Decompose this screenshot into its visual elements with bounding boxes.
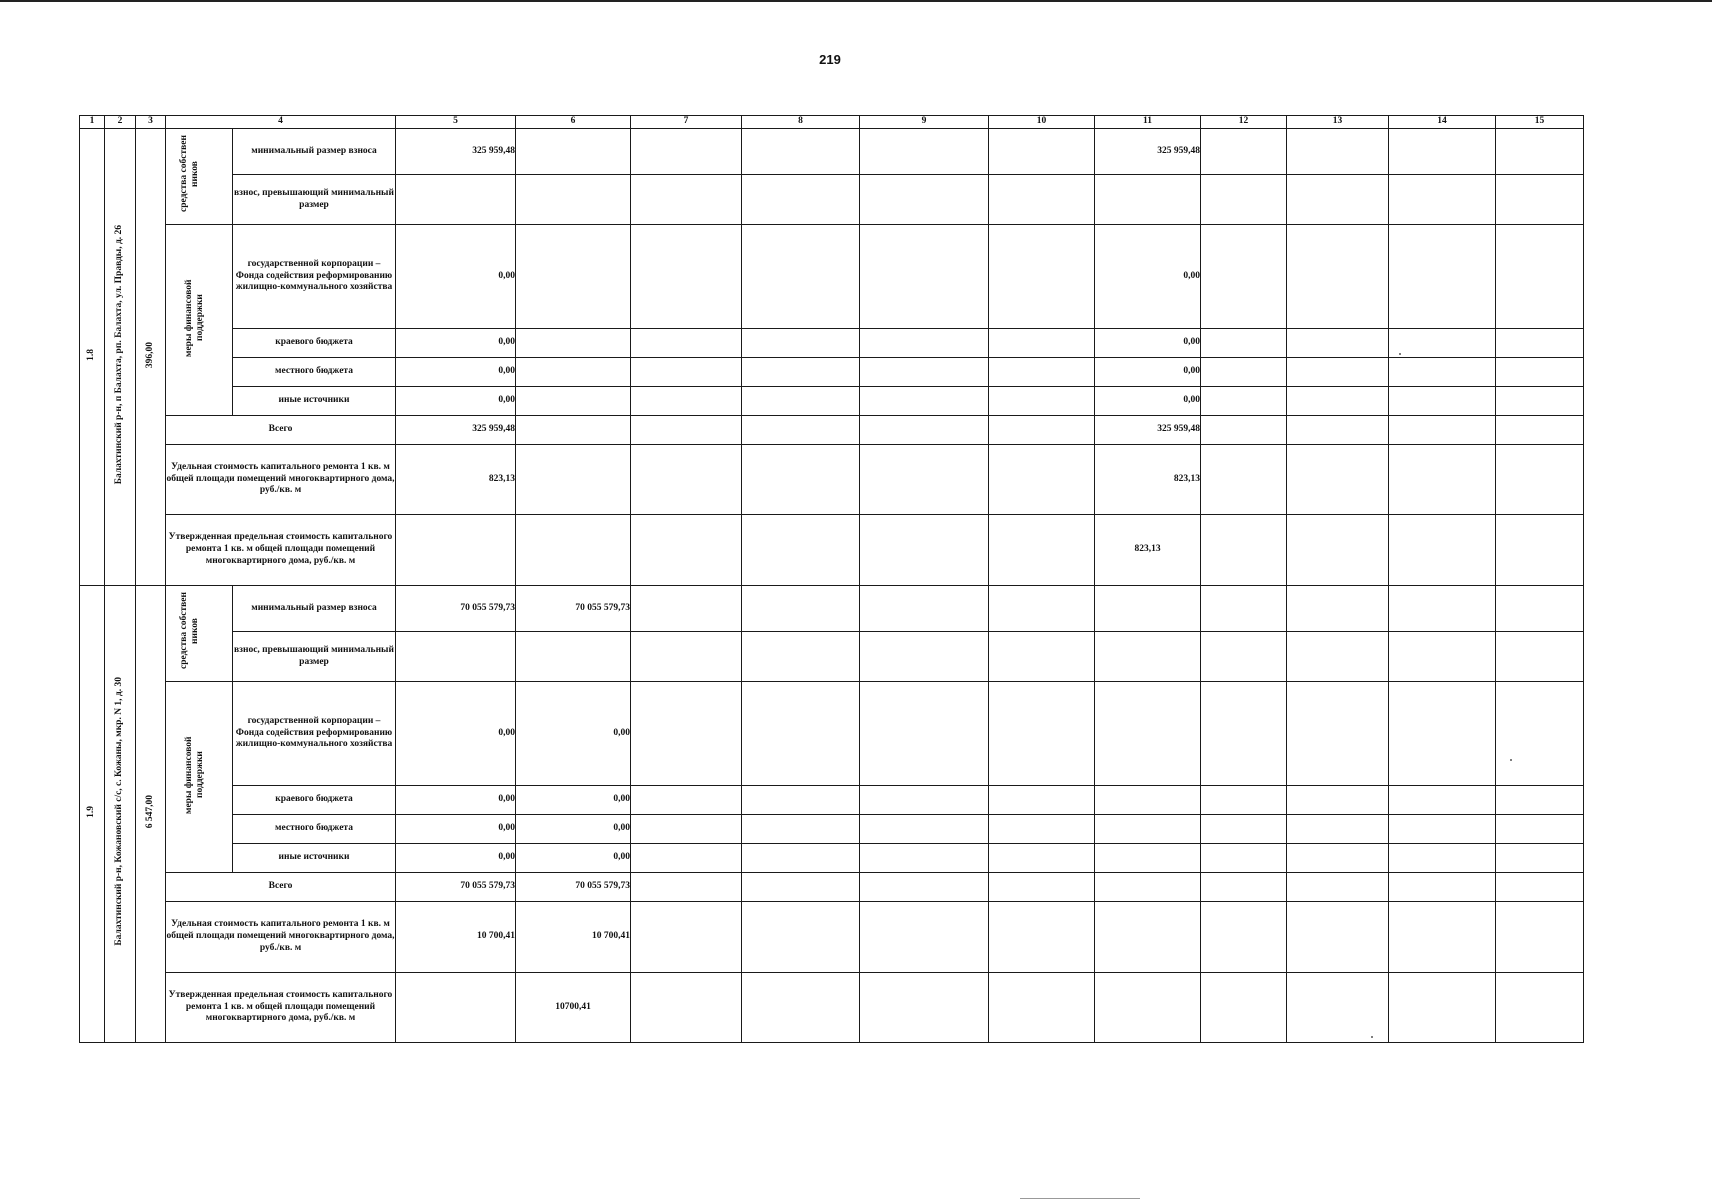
- cell-col6: 0,00: [516, 786, 631, 815]
- cell-col14: [1389, 973, 1496, 1043]
- cell-col10: [989, 586, 1095, 632]
- cell-col15: [1496, 844, 1584, 873]
- cell-col15: [1496, 445, 1584, 515]
- cell-col12: [1201, 844, 1287, 873]
- cell-col10: [989, 416, 1095, 445]
- cell-col9: [860, 329, 989, 358]
- scan-speck: [1399, 353, 1401, 355]
- area-cell: [136, 586, 166, 1043]
- row-label-total: Всего: [166, 873, 396, 902]
- financial-support-group-label: меры финансовой поддержки: [184, 735, 205, 814]
- cell-col9: [860, 515, 989, 586]
- cell-col5: 0,00: [396, 682, 516, 786]
- cell-col15: [1496, 175, 1584, 225]
- cell-col5: [396, 175, 516, 225]
- cell-col10: [989, 358, 1095, 387]
- row-label-state-corp: государственной корпорации – Фонда содействия реформированию жилищно-коммунального хозяйства: [233, 682, 396, 786]
- cell-col11: 0,00: [1095, 225, 1201, 329]
- table-row: [80, 445, 1584, 515]
- cell-col6: 0,00: [516, 682, 631, 786]
- total-area: 6 547,00: [144, 794, 155, 829]
- table-row: [80, 815, 1584, 844]
- cell-col14: [1389, 586, 1496, 632]
- row-label-min-contribution: минимальный размер взноса: [233, 586, 396, 632]
- cell-col12: [1201, 815, 1287, 844]
- cell-col6: [516, 175, 631, 225]
- cell-col5: 823,13: [396, 445, 516, 515]
- cell-col14: [1389, 682, 1496, 786]
- cell-col15: [1496, 973, 1584, 1043]
- cell-col11: 0,00: [1095, 358, 1201, 387]
- cell-col7: [631, 515, 742, 586]
- table-row: [80, 129, 1584, 175]
- cell-col11: [1095, 682, 1201, 786]
- owner-funds-group: [166, 586, 233, 682]
- col-header-6: 6: [516, 116, 631, 129]
- cell-col5: 0,00: [396, 786, 516, 815]
- row-label-total: Всего: [166, 416, 396, 445]
- cell-col13: [1287, 873, 1389, 902]
- cell-col11: [1095, 873, 1201, 902]
- row-number-cell: [80, 586, 105, 1043]
- cell-col14: [1389, 358, 1496, 387]
- cell-col5: [396, 973, 516, 1043]
- cell-col13: [1287, 682, 1389, 786]
- cell-col15: [1496, 358, 1584, 387]
- col-header-4: 4: [166, 116, 396, 129]
- row-number: 1.8: [86, 348, 97, 361]
- cell-col12: [1201, 873, 1287, 902]
- cell-col5: 0,00: [396, 329, 516, 358]
- cell-col11: [1095, 175, 1201, 225]
- col-header-2: 2: [105, 116, 136, 129]
- cell-col8: [742, 329, 860, 358]
- financial-support-group-label: меры финансовой поддержки: [184, 278, 205, 357]
- row-label-other: иные источники: [233, 844, 396, 873]
- cell-col5: 70 055 579,73: [396, 586, 516, 632]
- cell-col13: [1287, 175, 1389, 225]
- cell-col14: [1389, 515, 1496, 586]
- owner-funds-group-label: средства собствен ников: [179, 135, 200, 213]
- cell-col5: 0,00: [396, 225, 516, 329]
- cell-col10: [989, 632, 1095, 682]
- address-cell: [105, 129, 136, 586]
- cell-col9: [860, 416, 989, 445]
- cell-col13: [1287, 815, 1389, 844]
- scan-top-border: [0, 0, 1712, 2]
- cell-col8: [742, 815, 860, 844]
- row-label-over-min: взнос, превышающий минимальный размер: [233, 175, 396, 225]
- cell-col13: [1287, 329, 1389, 358]
- cell-col6: [516, 329, 631, 358]
- cell-col9: [860, 129, 989, 175]
- cell-col6: 0,00: [516, 815, 631, 844]
- cell-col8: [742, 387, 860, 416]
- cell-col15: [1496, 329, 1584, 358]
- cell-col9: [860, 445, 989, 515]
- cell-col7: [631, 786, 742, 815]
- cell-col5: [396, 632, 516, 682]
- row-label-regional: краевого бюджета: [233, 329, 396, 358]
- cell-col8: [742, 902, 860, 973]
- cell-col13: [1287, 358, 1389, 387]
- cell-col14: [1389, 387, 1496, 416]
- cell-col7: [631, 129, 742, 175]
- cell-col9: [860, 873, 989, 902]
- cell-col9: [860, 815, 989, 844]
- cell-col6: [516, 416, 631, 445]
- cell-col14: [1389, 329, 1496, 358]
- table-row: [80, 973, 1584, 1043]
- table-row: [80, 586, 1584, 632]
- cell-col13: [1287, 515, 1389, 586]
- table-row: [80, 632, 1584, 682]
- cell-col13: [1287, 632, 1389, 682]
- cell-col7: [631, 445, 742, 515]
- cell-col15: [1496, 586, 1584, 632]
- cell-col9: [860, 175, 989, 225]
- col-header-14: 14: [1389, 116, 1496, 129]
- cell-col12: [1201, 445, 1287, 515]
- cell-col14: [1389, 416, 1496, 445]
- cell-col10: [989, 175, 1095, 225]
- cell-col11: [1095, 586, 1201, 632]
- row-label-other: иные источники: [233, 387, 396, 416]
- cell-col12: [1201, 416, 1287, 445]
- cell-col13: [1287, 225, 1389, 329]
- cell-col9: [860, 586, 989, 632]
- cell-col8: [742, 515, 860, 586]
- cell-col12: [1201, 358, 1287, 387]
- cell-col6: 0,00: [516, 844, 631, 873]
- row-number-cell: [80, 129, 105, 586]
- cell-col9: [860, 225, 989, 329]
- cell-col10: [989, 844, 1095, 873]
- cell-col5: 0,00: [396, 358, 516, 387]
- cell-col13: [1287, 129, 1389, 175]
- page-number: 219: [819, 52, 841, 67]
- col-header-8: 8: [742, 116, 860, 129]
- cell-col14: [1389, 815, 1496, 844]
- cell-col6: 70 055 579,73: [516, 873, 631, 902]
- cell-col12: [1201, 973, 1287, 1043]
- cell-col7: [631, 416, 742, 445]
- cell-col10: [989, 786, 1095, 815]
- col-header-10: 10: [989, 116, 1095, 129]
- cell-col9: [860, 632, 989, 682]
- scan-speck: [1510, 759, 1512, 761]
- cell-col14: [1389, 873, 1496, 902]
- cell-col8: [742, 416, 860, 445]
- cell-col13: [1287, 445, 1389, 515]
- cell-col7: [631, 329, 742, 358]
- cell-col7: [631, 175, 742, 225]
- cell-col9: [860, 902, 989, 973]
- cell-col8: [742, 175, 860, 225]
- cell-col13: [1287, 387, 1389, 416]
- cell-col8: [742, 873, 860, 902]
- col-header-1: 1: [80, 116, 105, 129]
- cell-col7: [631, 844, 742, 873]
- cell-col13: [1287, 786, 1389, 815]
- cell-col12: [1201, 329, 1287, 358]
- owner-funds-group: [166, 129, 233, 225]
- col-header-7: 7: [631, 116, 742, 129]
- cell-col12: [1201, 225, 1287, 329]
- cell-col12: [1201, 632, 1287, 682]
- cell-col14: [1389, 632, 1496, 682]
- capital-repair-table: [79, 115, 1584, 1043]
- cell-col14: [1389, 902, 1496, 973]
- cell-col10: [989, 873, 1095, 902]
- cell-col10: [989, 682, 1095, 786]
- table-row: [80, 786, 1584, 815]
- cell-col11: 325 959,48: [1095, 416, 1201, 445]
- row-label-max-cost: Утвержденная предельная стоимость капитального ремонта 1 кв. м общей площади помещений многоквартирного дома, руб./кв. м: [166, 515, 396, 586]
- table-row: [80, 329, 1584, 358]
- cell-col13: [1287, 902, 1389, 973]
- cell-col11: [1095, 632, 1201, 682]
- cell-col15: [1496, 682, 1584, 786]
- cell-col11: 0,00: [1095, 329, 1201, 358]
- cell-col6: [516, 225, 631, 329]
- cell-col15: [1496, 632, 1584, 682]
- col-header-12: 12: [1201, 116, 1287, 129]
- cell-col15: [1496, 786, 1584, 815]
- row-label-local: местного бюджета: [233, 815, 396, 844]
- table-row: [80, 225, 1584, 329]
- cell-col10: [989, 129, 1095, 175]
- cell-col15: [1496, 225, 1584, 329]
- cell-col6: 70 055 579,73: [516, 586, 631, 632]
- row-label-unit-cost: Удельная стоимость капитального ремонта 1 кв. м общей площади помещений многоквартирного дома, руб./кв. м: [166, 445, 396, 515]
- cell-col6: [516, 129, 631, 175]
- table-body: [80, 116, 1584, 1043]
- area-cell: [136, 129, 166, 586]
- cell-col8: [742, 632, 860, 682]
- cell-col6: [516, 387, 631, 416]
- cell-col5: [396, 515, 516, 586]
- cell-col12: [1201, 902, 1287, 973]
- cell-col7: [631, 225, 742, 329]
- row-label-max-cost: Утвержденная предельная стоимость капитального ремонта 1 кв. м общей площади помещений многоквартирного дома, руб./кв. м: [166, 973, 396, 1043]
- cell-col7: [631, 586, 742, 632]
- cell-col13: [1287, 973, 1389, 1043]
- cell-col5: 0,00: [396, 844, 516, 873]
- table-row: [80, 387, 1584, 416]
- scan-speck: [1371, 1036, 1373, 1038]
- cell-col11: 823,13: [1095, 515, 1201, 586]
- cell-col11: 0,00: [1095, 387, 1201, 416]
- cell-col7: [631, 973, 742, 1043]
- col-header-11: 11: [1095, 116, 1201, 129]
- total-area: 396,00: [144, 341, 155, 368]
- cell-col7: [631, 682, 742, 786]
- address: Балахтинский р-н, п Балахта, рп. Балахта, ул. Правды, д. 26: [114, 224, 125, 485]
- row-number: 1.9: [86, 805, 97, 818]
- cell-col9: [860, 387, 989, 416]
- cell-col10: [989, 515, 1095, 586]
- cell-col15: [1496, 387, 1584, 416]
- cell-col13: [1287, 586, 1389, 632]
- cell-col11: [1095, 844, 1201, 873]
- cell-col6: [516, 445, 631, 515]
- cell-col7: [631, 632, 742, 682]
- cell-col10: [989, 329, 1095, 358]
- financial-support-group: [166, 225, 233, 416]
- col-header-9: 9: [860, 116, 989, 129]
- cell-col8: [742, 129, 860, 175]
- table-row: [80, 873, 1584, 902]
- cell-col14: [1389, 786, 1496, 815]
- cell-col6: [516, 358, 631, 387]
- cell-col13: [1287, 416, 1389, 445]
- table-row: [80, 844, 1584, 873]
- cell-col15: [1496, 515, 1584, 586]
- cell-col14: [1389, 445, 1496, 515]
- col-header-13: 13: [1287, 116, 1389, 129]
- cell-col13: [1287, 844, 1389, 873]
- cell-col5: 0,00: [396, 387, 516, 416]
- cell-col8: [742, 586, 860, 632]
- cell-col11: 325 959,48: [1095, 129, 1201, 175]
- cell-col11: [1095, 815, 1201, 844]
- cell-col9: [860, 682, 989, 786]
- cell-col10: [989, 445, 1095, 515]
- table-row: [80, 358, 1584, 387]
- col-header-3: 3: [136, 116, 166, 129]
- cell-col11: [1095, 786, 1201, 815]
- address: Балахтинский р-н, Кожановский с/с, с. Кожаны, мкр. N 1, д. 30: [114, 677, 125, 946]
- cell-col9: [860, 786, 989, 815]
- cell-col5: 10 700,41: [396, 902, 516, 973]
- cell-col8: [742, 358, 860, 387]
- row-label-unit-cost: Удельная стоимость капитального ремонта 1 кв. м общей площади помещений многоквартирного дома, руб./кв. м: [166, 902, 396, 973]
- row-label-state-corp: государственной корпорации – Фонда содействия реформированию жилищно-коммунального хозяйства: [233, 225, 396, 329]
- cell-col12: [1201, 682, 1287, 786]
- table-row: [80, 902, 1584, 973]
- cell-col10: [989, 973, 1095, 1043]
- cell-col11: 823,13: [1095, 445, 1201, 515]
- cell-col9: [860, 973, 989, 1043]
- column-number-row: [80, 116, 1584, 129]
- col-header-15: 15: [1496, 116, 1584, 129]
- cell-col15: [1496, 129, 1584, 175]
- cell-col10: [989, 902, 1095, 973]
- table-row: [80, 682, 1584, 786]
- cell-col6: 10700,41: [516, 973, 631, 1043]
- cell-col7: [631, 815, 742, 844]
- cell-col12: [1201, 387, 1287, 416]
- cell-col12: [1201, 515, 1287, 586]
- cell-col6: [516, 515, 631, 586]
- cell-col7: [631, 387, 742, 416]
- cell-col8: [742, 786, 860, 815]
- table-row: [80, 416, 1584, 445]
- cell-col8: [742, 682, 860, 786]
- address-cell: [105, 586, 136, 1043]
- cell-col14: [1389, 844, 1496, 873]
- cell-col15: [1496, 815, 1584, 844]
- cell-col12: [1201, 586, 1287, 632]
- cell-col11: [1095, 973, 1201, 1043]
- cell-col12: [1201, 175, 1287, 225]
- cell-col10: [989, 387, 1095, 416]
- row-label-regional: краевого бюджета: [233, 786, 396, 815]
- cell-col7: [631, 358, 742, 387]
- cell-col7: [631, 902, 742, 973]
- cell-col15: [1496, 416, 1584, 445]
- cell-col15: [1496, 873, 1584, 902]
- cell-col12: [1201, 786, 1287, 815]
- cell-col8: [742, 445, 860, 515]
- cell-col7: [631, 873, 742, 902]
- row-label-min-contribution: минимальный размер взноса: [233, 129, 396, 175]
- table-row: [80, 515, 1584, 586]
- cell-col9: [860, 844, 989, 873]
- cell-col8: [742, 973, 860, 1043]
- cell-col10: [989, 225, 1095, 329]
- cell-col9: [860, 358, 989, 387]
- row-label-over-min: взнос, превышающий минимальный размер: [233, 632, 396, 682]
- cell-col6: 10 700,41: [516, 902, 631, 973]
- cell-col14: [1389, 225, 1496, 329]
- financial-support-group: [166, 682, 233, 873]
- cell-col5: 0,00: [396, 815, 516, 844]
- owner-funds-group-label: средства собствен ников: [179, 592, 200, 670]
- table-row: [80, 175, 1584, 225]
- cell-col6: [516, 632, 631, 682]
- cell-col8: [742, 844, 860, 873]
- cell-col14: [1389, 175, 1496, 225]
- cell-col8: [742, 225, 860, 329]
- col-header-5: 5: [396, 116, 516, 129]
- cell-col15: [1496, 902, 1584, 973]
- cell-col12: [1201, 129, 1287, 175]
- cell-col5: 325 959,48: [396, 416, 516, 445]
- cell-col5: 325 959,48: [396, 129, 516, 175]
- cell-col11: [1095, 902, 1201, 973]
- cell-col10: [989, 815, 1095, 844]
- cell-col5: 70 055 579,73: [396, 873, 516, 902]
- cell-col14: [1389, 129, 1496, 175]
- row-label-local: местного бюджета: [233, 358, 396, 387]
- scan-artifact-line: [1020, 1198, 1140, 1199]
